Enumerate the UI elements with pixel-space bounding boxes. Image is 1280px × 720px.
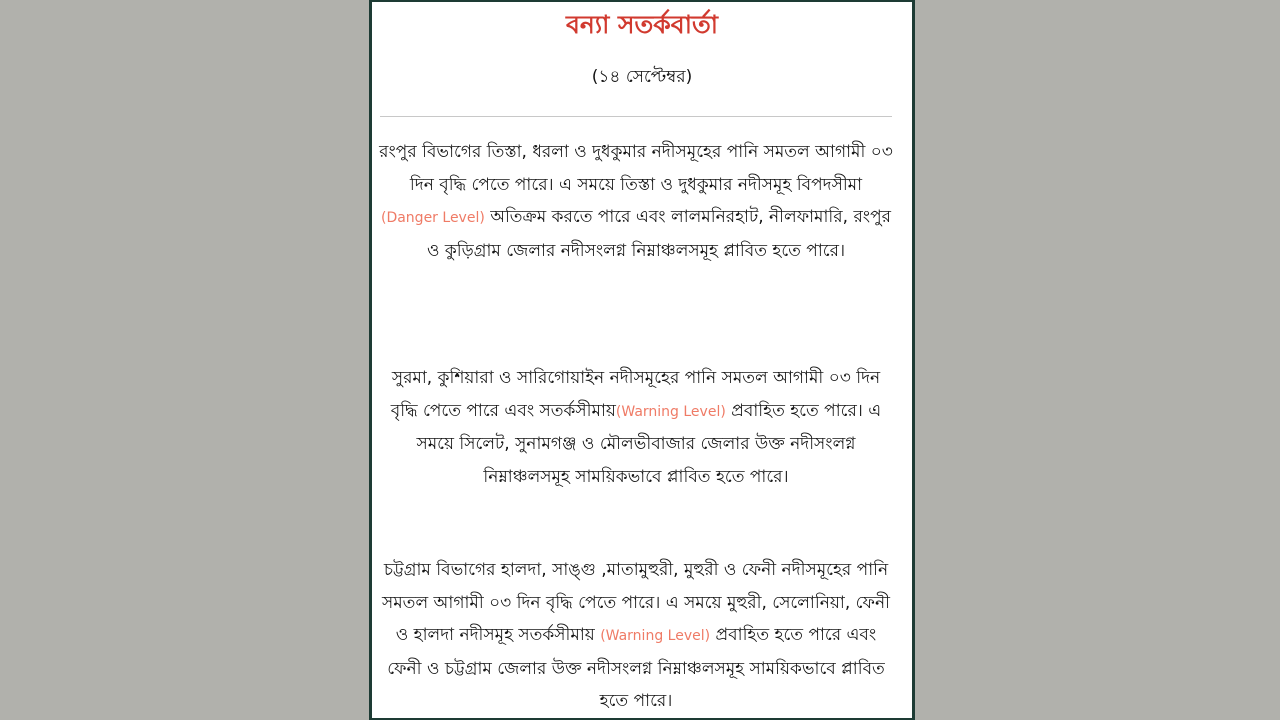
alert-date: (১৪ সেপ্টেম্বর): [591, 67, 693, 87]
paragraph-text: সুরমা, কুশিয়ারা ও সারিগোয়াইন নদীসমূহের পানি সমতল আগামী ০৩ দিন বৃদ্ধি পেতে পারে এবং সতর্কসীমায়: [390, 368, 881, 421]
warning-level-label: (Warning Level): [615, 403, 726, 420]
paragraph-text: অতিক্রম করতে পারে এবং লালমনিরহাট, নীলফামারি, রংপুর ও কুড়িগ্রাম জেলার নদীসংলগ্ন নিম্নাঞ্চলসমূহ প্লাবিত হতে পারে।: [426, 207, 891, 261]
warning-level-label: (Warning Level): [600, 628, 711, 644]
paragraph-text: প্রবাহিত হতে পারে এবং ফেনী ও চট্টগ্রাম জেলার উক্ত নদীসংলগ্ন নিম্নাঞ্চলসমূহ সাময়িকভাবে প্লাবিত হতে পারে।: [387, 625, 885, 711]
paragraph-surma: [379, 362, 893, 493]
divider: [380, 116, 892, 117]
paragraph-text: রংপুর বিভাগের তিস্তা, ধরলা ও দুধকুমার নদীসমূহের পানি সমতল আগামী ০৩ দিন বৃদ্ধি পেতে পারে। এ সময়ে তিস্তা ও দুধকুমার নদীসমূহ বিপদসীমা: [379, 142, 893, 195]
flood-alert-panel: [369, 0, 915, 720]
alert-title: বন্যা সতর্কবার্তা: [566, 10, 718, 39]
danger-level-label: (Danger Level): [380, 210, 485, 226]
paragraph-text: প্রবাহিত হতে পারে। এ সময়ে সিলেট, সুনামগঞ্জ ও মৌলভীবাজার জেলার উক্ত নদীসংলগ্ন নিম্নাঞ্চলসমূহ সাময়িকভাবে প্লাবিত হতে পারে।: [416, 400, 882, 487]
paragraph-text: চট্টগ্রাম বিভাগের হালদা, সাঙ্গু ,মাতামুহুরী, মুহুরী ও ফেনী নদীসমূহের পানি সমতল আগামী ০৩ দিন বৃদ্ধি পেতে পারে। এ সময়ে মুহুরী, সেলোনিয়া, ফেনী ও হালদা নদীসমূহ সতর্কসীমায়: [382, 560, 890, 645]
paragraph-chattogram: [379, 554, 893, 718]
paragraph-rangpur: [379, 136, 893, 267]
